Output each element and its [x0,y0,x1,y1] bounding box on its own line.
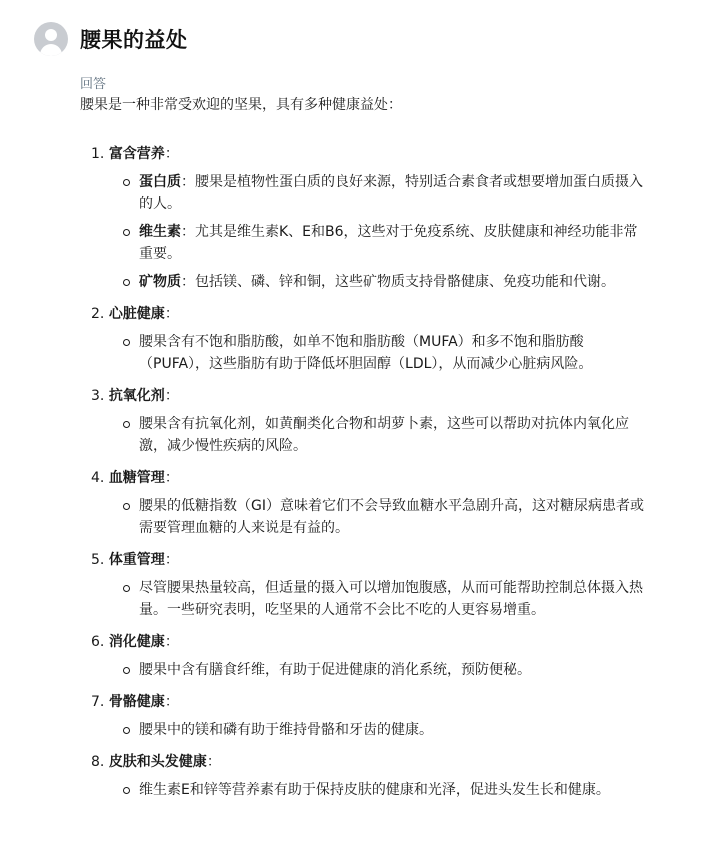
section-points [91,577,651,621]
benefit-section [91,143,651,293]
list-item [91,779,651,801]
list-item [91,331,651,375]
section-colon: ： [164,552,179,568]
section-points [91,779,651,801]
section-heading [91,143,651,165]
list-item [91,271,651,293]
section-title: 心脏健康 [108,306,165,322]
benefit-section [91,303,651,375]
point-text: 腰果中含有膳食纤维，有助于促进健康的消化系统，预防便秘。 [139,662,531,678]
section-title: 皮肤和头发健康 [108,754,207,770]
point-label: 矿物质 [139,274,181,290]
point-separator: ： [181,174,195,190]
section-title: 富含营养 [108,146,165,162]
section-colon: ： [164,694,179,710]
list-item [91,413,651,457]
section-colon: ： [164,146,179,162]
section-title: 消化健康 [108,634,165,650]
section-heading [91,549,651,571]
section-colon: ： [164,388,179,404]
point-text: 腰果的低糖指数（GI）意味着它们不会导致血糖水平急剧升高，这对糖尿病患者或需要管理血糖的人来说是有益的。 [139,498,644,536]
section-title: 抗氧化剂 [108,388,165,404]
user-avatar-icon[interactable] [34,22,68,56]
benefit-section [91,751,651,801]
section-title: 体重管理 [108,552,165,568]
section-points [91,495,651,539]
section-heading [91,691,651,713]
benefit-section [91,467,651,539]
section-colon: ： [164,634,179,650]
answer-intro: 腰果是一种非常受欢迎的坚果，具有多种健康益处： [80,97,402,113]
message-header [34,22,188,56]
benefit-section [91,631,651,681]
list-item [91,659,651,681]
section-number: 1. [91,146,105,162]
section-heading [91,467,651,489]
point-separator: ： [181,224,195,240]
section-colon: ： [164,306,179,322]
section-number: 2. [91,306,105,322]
list-item [91,221,651,265]
benefit-section [91,385,651,457]
list-item [91,719,651,741]
section-colon: ： [206,754,221,770]
section-number: 7. [91,694,105,710]
section-number: 3. [91,388,105,404]
section-points [91,659,651,681]
page-title: 腰果的益处 [80,28,188,52]
list-item [91,577,651,621]
answer-label: 回答 [80,77,107,92]
point-text: 腰果含有抗氧化剂，如黄酮类化合物和胡萝卜素，这些可以帮助对抗体内氧化应激，减少慢性疾病的风险。 [139,416,629,454]
benefit-list [91,143,651,801]
point-text: 维生素E和锌等营养素有助于保持皮肤的健康和光泽，促进头发生长和健康。 [139,782,610,798]
section-points [91,719,651,741]
section-points [91,331,651,375]
section-number: 5. [91,552,105,568]
point-text: 包括镁、磷、锌和铜，这些矿物质支持骨骼健康、免疫功能和代谢。 [195,274,615,290]
point-label: 蛋白质 [139,174,181,190]
point-label: 维生素 [139,224,181,240]
section-number: 8. [91,754,105,770]
section-heading [91,385,651,407]
point-text: 腰果是植物性蛋白质的良好来源，特别适合素食者或想要增加蛋白质摄入的人。 [139,174,643,212]
section-points [91,413,651,457]
point-separator: ： [181,274,195,290]
point-text: 尤其是维生素K、E和B6，这些对于免疫系统、皮肤健康和神经功能非常重要。 [139,224,638,262]
point-text: 腰果中的镁和磷有助于维持骨骼和牙齿的健康。 [139,722,433,738]
section-number: 6. [91,634,105,650]
section-title: 骨骼健康 [108,694,165,710]
list-item [91,171,651,215]
benefit-section [91,691,651,741]
section-heading [91,751,651,773]
section-colon: ： [164,470,179,486]
list-item [91,495,651,539]
point-text: 腰果含有不饱和脂肪酸，如单不饱和脂肪酸（MUFA）和多不饱和脂肪酸（PUFA），这些脂肪有助于降低坏胆固醇（LDL），从而减少心脏病风险。 [139,334,593,372]
benefit-section [91,549,651,621]
section-title: 血糖管理 [108,470,165,486]
answer-content [91,143,651,811]
section-heading [91,303,651,325]
section-points [91,171,651,293]
section-number: 4. [91,470,105,486]
point-text: 尽管腰果热量较高，但适量的摄入可以增加饱腹感，从而可能帮助控制总体摄入热量。一些研究表明，吃坚果的人通常不会比不吃的人更容易增重。 [139,580,643,618]
section-heading [91,631,651,653]
